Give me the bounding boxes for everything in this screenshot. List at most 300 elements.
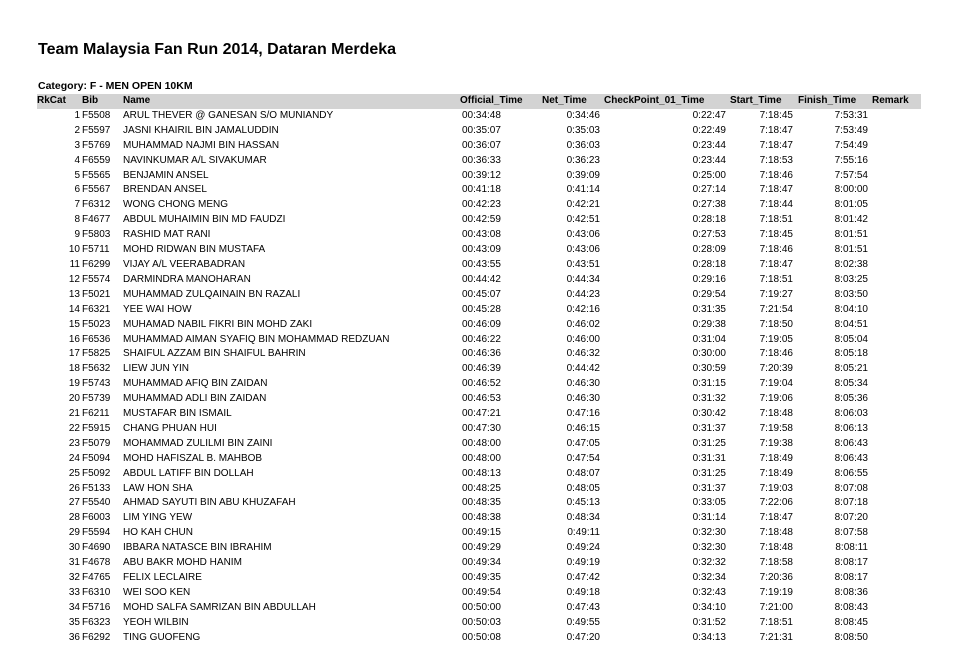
cell-name: SHAIFUL AZZAM BIN SHAIFUL BAHRIN [123, 348, 306, 360]
cell-remark [872, 496, 921, 511]
cell-checkpoint-time: 0:31:04 [692, 333, 726, 345]
cell-rank: 20 [68, 393, 80, 405]
cell-finish-time: 8:08:50 [834, 631, 868, 643]
cell-remark [872, 303, 921, 318]
cell-start-time: 7:19:38 [759, 437, 793, 449]
cell-bib: F6321 [82, 303, 111, 315]
cell-start-time: 7:21:54 [759, 303, 793, 315]
cell-rank: 27 [68, 497, 80, 509]
results-table [37, 94, 921, 646]
cell-net-time: 0:48:05 [566, 482, 600, 494]
cell-net-time: 0:45:13 [566, 497, 600, 509]
cell-net-time: 0:46:30 [566, 378, 600, 390]
cell-bib: F5508 [82, 109, 111, 121]
cell-net-time: 0:49:19 [566, 557, 600, 569]
cell-official-time: 00:45:28 [462, 303, 501, 315]
cell-name: MUHAMAD NABIL FIKRI BIN MOHD ZAKI [123, 318, 313, 330]
cell-official-time: 00:46:09 [462, 318, 501, 330]
cell-bib: F6299 [82, 258, 111, 270]
cell-checkpoint-time: 0:22:47 [692, 109, 726, 121]
cell-finish-time: 8:04:51 [834, 318, 868, 330]
table-row [37, 496, 921, 511]
table-row [37, 437, 921, 452]
cell-start-time: 7:18:45 [759, 109, 793, 121]
cell-start-time: 7:18:47 [759, 184, 793, 196]
table-header-row [37, 94, 921, 109]
table-row [37, 288, 921, 303]
cell-net-time: 0:36:03 [566, 139, 600, 151]
cell-name: LIM YING YEW [123, 512, 193, 524]
table-row [37, 392, 921, 407]
cell-net-time: 0:43:06 [566, 229, 600, 241]
cell-official-time: 00:47:30 [462, 422, 501, 434]
cell-bib: F5023 [82, 318, 111, 330]
cell-checkpoint-time: 0:30:00 [692, 348, 726, 360]
table-row [37, 198, 921, 213]
cell-finish-time: 7:57:54 [834, 169, 868, 181]
cell-name: LIEW JUN YIN [123, 363, 189, 375]
cell-net-time: 0:46:30 [566, 393, 600, 405]
cell-bib: F6312 [82, 199, 111, 211]
cell-start-time: 7:21:00 [759, 601, 793, 613]
cell-remark [872, 139, 921, 154]
cell-remark [872, 631, 921, 646]
cell-start-time: 7:18:49 [759, 467, 793, 479]
cell-net-time: 0:47:20 [566, 631, 600, 643]
cell-bib: F6536 [82, 333, 111, 345]
cell-remark [872, 422, 921, 437]
cell-start-time: 7:18:51 [759, 616, 793, 628]
cell-bib: F5739 [82, 393, 111, 405]
cell-remark [872, 526, 921, 541]
table-row [37, 571, 921, 586]
table-row [37, 631, 921, 646]
cell-rank: 19 [68, 378, 80, 390]
cell-official-time: 00:46:52 [462, 378, 501, 390]
cell-rank: 17 [68, 348, 80, 360]
cell-official-time: 00:48:35 [462, 497, 501, 509]
cell-name: MUHAMMAD AIMAN SYAFIQ BIN MOHAMMAD REDZUAN [123, 333, 390, 345]
cell-net-time: 0:46:32 [566, 348, 600, 360]
cell-bib: F6559 [82, 154, 111, 166]
cell-bib: F5743 [82, 378, 111, 390]
cell-bib: F5567 [82, 184, 111, 196]
cell-remark [872, 273, 921, 288]
cell-start-time: 7:19:05 [759, 333, 793, 345]
cell-name: MUHAMMAD AFIQ BIN ZAIDAN [123, 378, 268, 390]
table-row [37, 258, 921, 273]
cell-official-time: 00:36:07 [462, 139, 501, 151]
cell-bib: F4677 [82, 214, 111, 226]
cell-name: MUSTAFAR BIN ISMAIL [123, 408, 232, 420]
cell-bib: F5094 [82, 452, 111, 464]
cell-finish-time: 8:06:43 [834, 437, 868, 449]
cell-start-time: 7:19:27 [759, 288, 793, 300]
cell-rank: 13 [68, 288, 80, 300]
cell-remark [872, 377, 921, 392]
cell-remark [872, 198, 921, 213]
cell-bib: F5632 [82, 363, 111, 375]
cell-bib: F5540 [82, 497, 111, 509]
cell-net-time: 0:44:23 [566, 288, 600, 300]
cell-checkpoint-time: 0:27:53 [692, 229, 726, 241]
cell-remark [872, 183, 921, 198]
cell-net-time: 0:46:15 [566, 422, 600, 434]
cell-checkpoint-time: 0:31:37 [692, 422, 726, 434]
cell-remark [872, 318, 921, 333]
cell-finish-time: 7:53:49 [834, 124, 868, 136]
cell-official-time: 00:46:22 [462, 333, 501, 345]
cell-bib: F5803 [82, 229, 111, 241]
cell-start-time: 7:19:19 [759, 586, 793, 598]
cell-remark [872, 362, 921, 377]
cell-checkpoint-time: 0:32:32 [692, 557, 726, 569]
header-rkcat: RkCat [37, 94, 80, 109]
cell-rank: 5 [74, 169, 80, 181]
cell-remark [872, 541, 921, 556]
cell-name: WEI SOO KEN [123, 586, 191, 598]
cell-remark [872, 213, 921, 228]
table-row [37, 273, 921, 288]
cell-official-time: 00:46:53 [462, 393, 501, 405]
cell-start-time: 7:20:39 [759, 363, 793, 375]
cell-start-time: 7:18:48 [759, 408, 793, 420]
cell-official-time: 00:50:08 [462, 631, 501, 643]
cell-checkpoint-time: 0:32:30 [692, 527, 726, 539]
table-row [37, 318, 921, 333]
cell-net-time: 0:49:55 [566, 616, 600, 628]
cell-bib: F5133 [82, 482, 111, 494]
cell-rank: 24 [68, 452, 80, 464]
cell-bib: F6211 [82, 408, 110, 420]
cell-rank: 32 [68, 572, 80, 583]
cell-finish-time: 8:07:20 [834, 512, 868, 524]
table-row [37, 124, 921, 139]
cell-finish-time: 8:00:00 [834, 184, 868, 196]
cell-checkpoint-time: 0:31:14 [692, 512, 726, 524]
table-row [37, 422, 921, 437]
cell-name: MUHAMMAD ZULQAINAIN BN RAZALI [123, 288, 301, 300]
cell-official-time: 00:44:42 [462, 273, 501, 285]
cell-remark [872, 616, 921, 631]
cell-finish-time: 8:05:04 [834, 333, 868, 345]
cell-net-time: 0:47:42 [566, 572, 600, 583]
cell-start-time: 7:18:48 [759, 542, 793, 554]
cell-start-time: 7:18:47 [759, 258, 793, 270]
cell-official-time: 00:49:29 [462, 542, 501, 554]
cell-official-time: 00:41:18 [462, 184, 501, 196]
cell-finish-time: 8:03:50 [834, 288, 868, 300]
cell-checkpoint-time: 0:31:25 [692, 437, 726, 449]
cell-finish-time: 8:08:43 [834, 601, 868, 613]
cell-bib: F5574 [82, 273, 111, 285]
cell-bib: F6323 [82, 616, 111, 628]
cell-start-time: 7:18:47 [759, 512, 793, 524]
cell-net-time: 0:44:34 [566, 273, 600, 285]
cell-official-time: 00:47:21 [462, 408, 501, 420]
cell-checkpoint-time: 0:22:49 [692, 124, 726, 136]
cell-finish-time: 8:08:11 [835, 542, 868, 554]
cell-start-time: 7:22:06 [759, 497, 793, 509]
cell-checkpoint-time: 0:23:44 [692, 154, 726, 166]
cell-remark [872, 556, 921, 571]
cell-remark [872, 511, 921, 526]
cell-name: MOHD RIDWAN BIN MUSTAFA [123, 244, 266, 256]
cell-rank: 9 [74, 229, 80, 241]
table-row [37, 169, 921, 184]
cell-remark [872, 437, 921, 452]
cell-start-time: 7:18:49 [759, 452, 793, 464]
cell-start-time: 7:18:51 [759, 214, 793, 226]
cell-start-time: 7:18:46 [759, 244, 793, 256]
cell-finish-time: 8:04:10 [834, 303, 868, 315]
cell-net-time: 0:41:14 [566, 184, 600, 196]
cell-checkpoint-time: 0:27:14 [692, 184, 726, 196]
cell-bib: F5597 [82, 124, 111, 136]
cell-rank: 29 [68, 527, 80, 539]
cell-remark [872, 601, 921, 616]
cell-finish-time: 7:55:16 [834, 154, 868, 166]
cell-official-time: 00:43:55 [462, 258, 501, 270]
cell-start-time: 7:18:46 [759, 348, 793, 360]
cell-finish-time: 8:01:51 [834, 229, 868, 241]
cell-checkpoint-time: 0:34:10 [692, 601, 726, 613]
cell-start-time: 7:21:31 [759, 631, 793, 643]
cell-name: BRENDAN ANSEL [123, 184, 207, 196]
cell-name: ABU BAKR MOHD HANIM [123, 557, 242, 569]
table-row [37, 333, 921, 348]
cell-official-time: 00:46:39 [462, 363, 501, 375]
cell-bib: F4690 [82, 542, 111, 554]
table-row [37, 362, 921, 377]
cell-net-time: 0:47:16 [566, 408, 600, 420]
cell-rank: 18 [68, 363, 80, 375]
cell-name: CHANG PHUAN HUI [123, 422, 217, 434]
table-row [37, 586, 921, 601]
cell-finish-time: 8:07:58 [834, 527, 868, 539]
cell-remark [872, 586, 921, 601]
header-name: Name [123, 94, 460, 109]
table-row [37, 601, 921, 616]
cell-official-time: 00:39:12 [462, 169, 501, 181]
cell-official-time: 00:48:13 [462, 467, 501, 479]
cell-rank: 15 [68, 318, 80, 330]
table-row [37, 154, 921, 169]
cell-bib: F4678 [82, 557, 111, 569]
cell-name: YEE WAI HOW [123, 303, 192, 315]
cell-finish-time: 8:05:34 [834, 378, 868, 390]
cell-checkpoint-time: 0:28:09 [692, 244, 726, 256]
cell-finish-time: 8:01:05 [834, 199, 868, 211]
table-row [37, 183, 921, 198]
cell-bib: F5092 [82, 467, 111, 479]
cell-remark [872, 407, 921, 422]
cell-finish-time: 8:05:36 [834, 393, 868, 405]
cell-official-time: 00:43:09 [462, 244, 501, 256]
table-row [37, 482, 921, 497]
cell-checkpoint-time: 0:31:37 [692, 482, 726, 494]
cell-start-time: 7:18:45 [759, 229, 793, 241]
table-row [37, 109, 921, 124]
table-row [37, 377, 921, 392]
cell-rank: 34 [68, 601, 80, 613]
cell-checkpoint-time: 0:30:59 [692, 363, 726, 375]
cell-start-time: 7:20:36 [759, 572, 793, 583]
cell-rank: 16 [68, 333, 80, 345]
category-heading: Category: F - MEN OPEN 10KM [38, 80, 193, 92]
cell-start-time: 7:18:47 [759, 124, 793, 136]
cell-finish-time: 8:01:51 [834, 244, 868, 256]
cell-checkpoint-time: 0:31:15 [692, 378, 726, 390]
cell-bib: F6310 [82, 586, 111, 598]
cell-name: AHMAD SAYUTI BIN ABU KHUZAFAH [123, 497, 296, 509]
cell-start-time: 7:19:04 [759, 378, 793, 390]
cell-checkpoint-time: 0:31:31 [692, 452, 726, 464]
cell-bib: F5594 [82, 527, 111, 539]
cell-finish-time: 8:07:18 [834, 497, 868, 509]
cell-official-time: 00:49:15 [462, 527, 501, 539]
cell-rank: 22 [68, 422, 80, 434]
cell-name: MOHD SALFA SAMRIZAN BIN ABDULLAH [123, 601, 316, 613]
table-row [37, 243, 921, 258]
cell-finish-time: 8:08:36 [834, 586, 868, 598]
table-row [37, 303, 921, 318]
cell-finish-time: 8:02:38 [834, 258, 868, 270]
cell-name: LAW HON SHA [123, 482, 193, 494]
cell-remark [872, 452, 921, 467]
cell-official-time: 00:35:07 [462, 124, 501, 136]
header-checkpoint-time: CheckPoint_01_Time [604, 94, 730, 109]
cell-rank: 6 [74, 184, 80, 196]
cell-rank: 23 [68, 437, 80, 449]
cell-net-time: 0:43:06 [566, 244, 600, 256]
cell-name: ABDUL LATIFF BIN DOLLAH [123, 467, 254, 479]
cell-official-time: 00:48:25 [462, 482, 501, 494]
table-row [37, 511, 921, 526]
header-start-time: Start_Time [730, 94, 798, 109]
cell-net-time: 0:43:51 [566, 258, 600, 270]
cell-rank: 26 [68, 482, 80, 494]
cell-name: MUHAMMAD ADLI BIN ZAIDAN [123, 393, 267, 405]
cell-start-time: 7:18:48 [759, 527, 793, 539]
cell-official-time: 00:48:38 [462, 512, 501, 524]
table-row [37, 526, 921, 541]
cell-official-time: 00:34:48 [462, 109, 501, 121]
cell-checkpoint-time: 0:27:38 [692, 199, 726, 211]
cell-start-time: 7:19:03 [759, 482, 793, 494]
cell-start-time: 7:18:58 [759, 557, 793, 569]
cell-finish-time: 8:05:21 [834, 363, 868, 375]
cell-finish-time: 8:07:08 [834, 482, 868, 494]
results-body [37, 109, 921, 646]
cell-checkpoint-time: 0:33:05 [692, 497, 726, 509]
cell-remark [872, 258, 921, 273]
cell-checkpoint-time: 0:31:52 [692, 616, 726, 628]
cell-rank: 14 [68, 303, 80, 315]
cell-official-time: 00:36:33 [462, 154, 501, 166]
cell-rank: 36 [68, 631, 80, 643]
table-row [37, 452, 921, 467]
cell-remark [872, 124, 921, 139]
cell-start-time: 7:18:51 [759, 273, 793, 285]
cell-rank: 4 [74, 154, 80, 166]
header-official-time: Official_Time [460, 94, 542, 109]
cell-net-time: 0:49:11 [567, 527, 600, 539]
cell-name: YEOH WILBIN [123, 616, 189, 628]
cell-finish-time: 8:08:17 [834, 572, 868, 583]
cell-checkpoint-time: 0:29:38 [692, 318, 726, 330]
header-finish-time: Finish_Time [798, 94, 872, 109]
cell-official-time: 00:49:34 [462, 557, 501, 569]
cell-checkpoint-time: 0:32:43 [692, 586, 726, 598]
cell-rank: 21 [68, 408, 80, 420]
table-row [37, 467, 921, 482]
cell-rank: 1 [74, 109, 80, 121]
cell-rank: 28 [68, 512, 80, 524]
cell-name: VIJAY A/L VEERABADRAN [123, 258, 246, 270]
cell-start-time: 7:18:53 [759, 154, 793, 166]
cell-official-time: 00:45:07 [462, 288, 501, 300]
cell-finish-time: 8:06:03 [834, 408, 868, 420]
cell-finish-time: 8:03:25 [834, 273, 868, 285]
cell-name: TING GUOFENG [123, 631, 201, 643]
cell-official-time: 00:43:08 [462, 229, 501, 241]
cell-remark [872, 571, 921, 586]
cell-finish-time: 8:08:17 [834, 557, 868, 569]
cell-remark [872, 347, 921, 362]
cell-remark [872, 333, 921, 348]
page-title: Team Malaysia Fan Run 2014, Dataran Merdeka [38, 41, 397, 58]
cell-start-time: 7:18:47 [759, 139, 793, 151]
cell-name: RASHID MAT RANI [123, 229, 211, 241]
cell-rank: 7 [74, 199, 80, 211]
cell-start-time: 7:18:46 [759, 169, 793, 181]
header-remark: Remark [872, 94, 921, 109]
cell-net-time: 0:35:03 [566, 124, 600, 136]
table-row [37, 407, 921, 422]
cell-rank: 10 [68, 244, 80, 256]
cell-checkpoint-time: 0:31:25 [692, 467, 726, 479]
cell-official-time: 00:48:00 [462, 452, 501, 464]
cell-net-time: 0:46:02 [566, 318, 600, 330]
cell-net-time: 0:39:09 [566, 169, 600, 181]
cell-name: JASNI KHAIRIL BIN JAMALUDDIN [123, 124, 279, 136]
cell-finish-time: 8:01:42 [834, 214, 868, 226]
cell-remark [872, 109, 921, 124]
table-row [37, 616, 921, 631]
cell-name: NAVINKUMAR A/L SIVAKUMAR [123, 154, 267, 166]
cell-remark [872, 243, 921, 258]
cell-remark [872, 482, 921, 497]
cell-rank: 25 [68, 467, 80, 479]
cell-start-time: 7:18:44 [759, 199, 793, 211]
cell-net-time: 0:47:43 [566, 601, 600, 613]
table-row [37, 213, 921, 228]
header-net-time: Net_Time [542, 94, 604, 109]
cell-official-time: 00:48:00 [462, 437, 501, 449]
cell-net-time: 0:42:21 [566, 199, 600, 211]
cell-net-time: 0:44:42 [566, 363, 600, 375]
cell-checkpoint-time: 0:32:30 [692, 542, 726, 554]
cell-net-time: 0:49:24 [566, 542, 600, 554]
table-row [37, 228, 921, 243]
cell-official-time: 00:46:36 [462, 348, 501, 360]
table-row [37, 347, 921, 362]
cell-name: MUHAMMAD NAJMI BIN HASSAN [123, 139, 280, 151]
cell-net-time: 0:46:00 [566, 333, 600, 345]
cell-checkpoint-time: 0:30:42 [692, 408, 726, 420]
cell-bib: F5825 [82, 348, 111, 360]
